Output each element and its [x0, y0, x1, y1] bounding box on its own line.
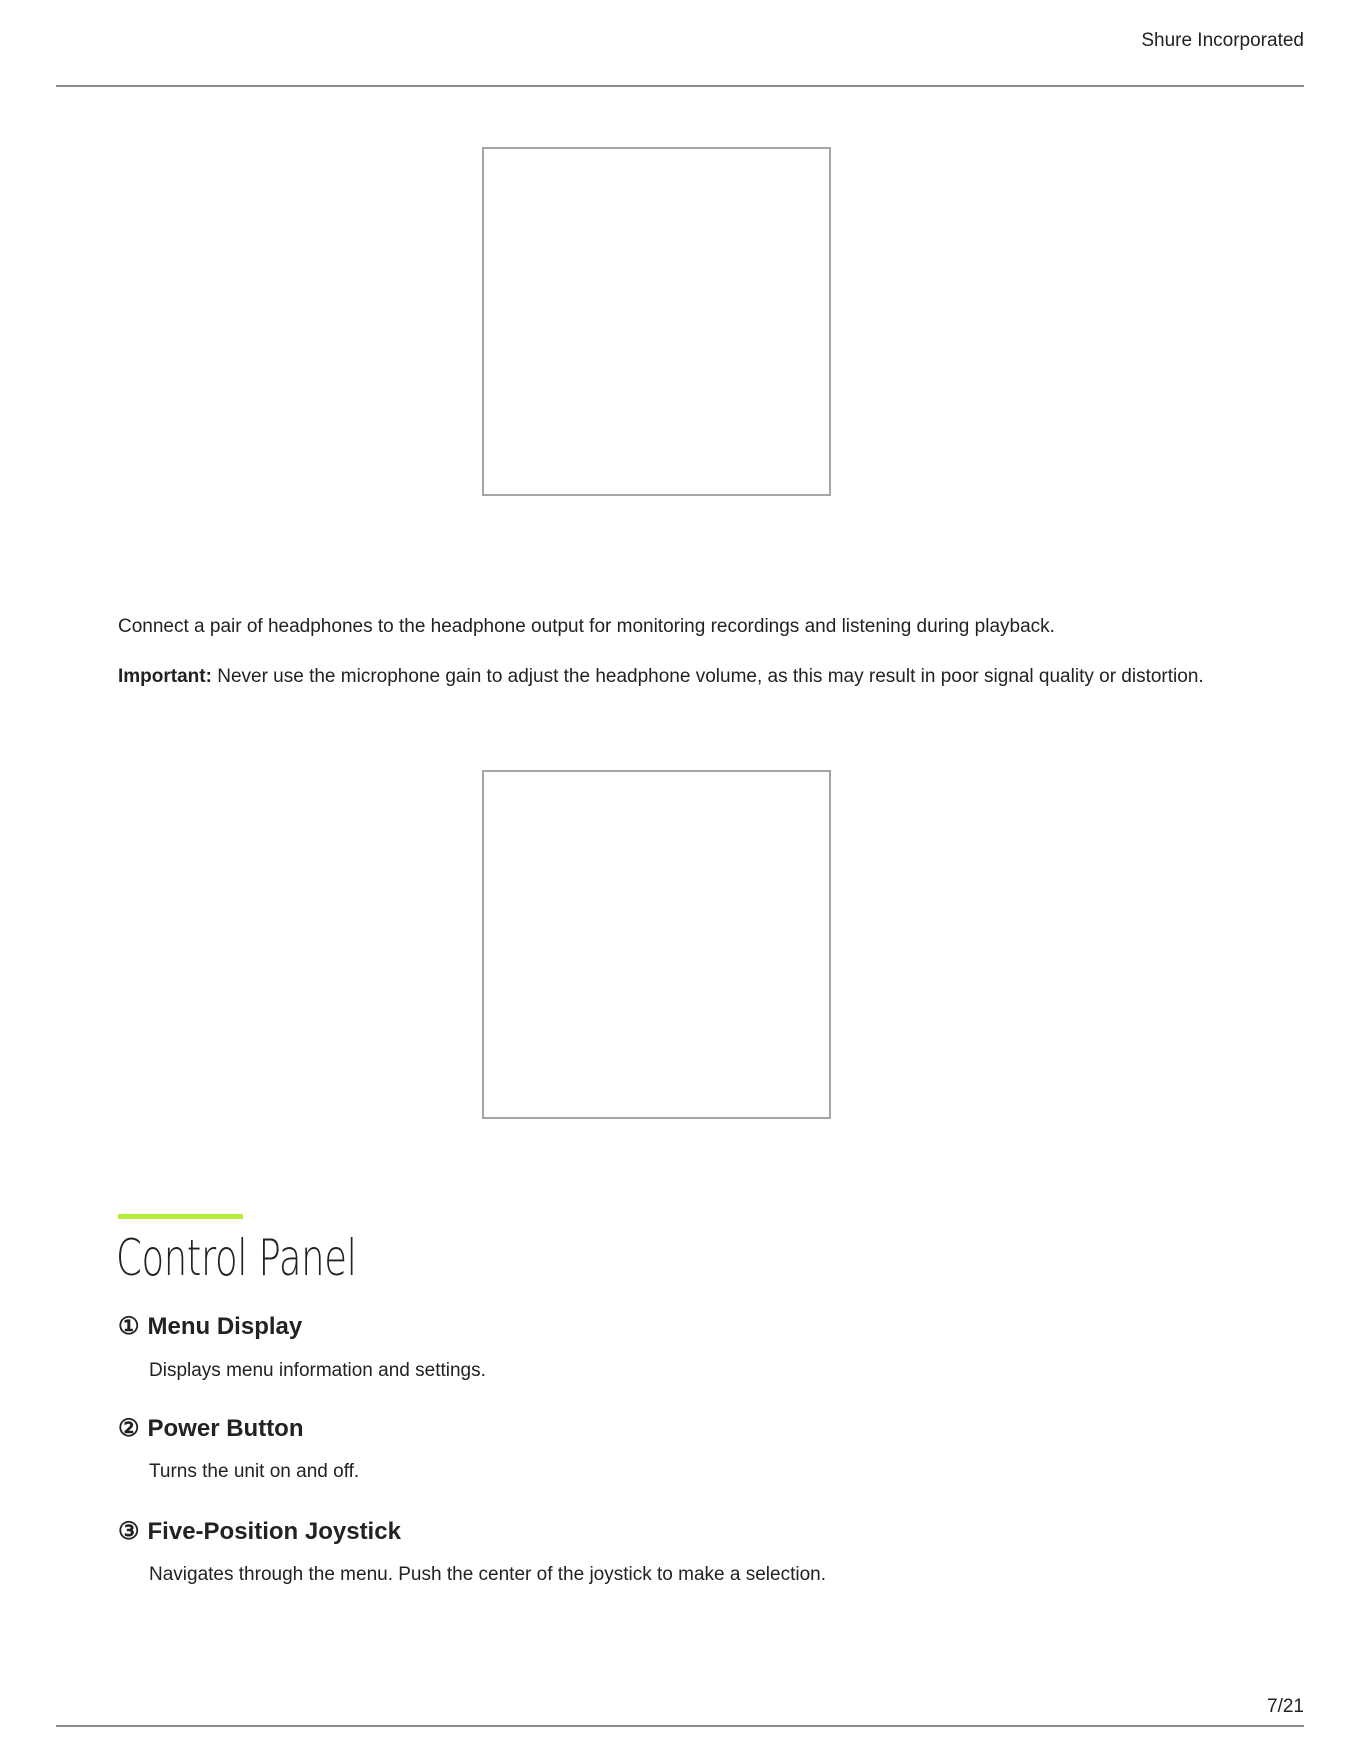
control-panel-figure: [482, 770, 831, 1119]
important-note: [118, 662, 1248, 692]
item-heading-label: Five-Position Joystick: [147, 1518, 401, 1545]
important-label: Important:: [118, 666, 212, 687]
circled-number-3-icon: ③: [118, 1518, 140, 1545]
item-heading-menu-display: [118, 1312, 302, 1342]
item-heading-label: Menu Display: [147, 1313, 303, 1340]
item-heading-label: Power Button: [147, 1415, 304, 1442]
circled-number-2-icon: ②: [118, 1415, 140, 1442]
item-description-menu-display: Displays menu information and settings.: [149, 1360, 486, 1381]
item-heading-power-button: [118, 1414, 304, 1444]
important-text: Never use the microphone gain to adjust the headphone volume, as this may result in poor signal quality or distortion.: [211, 666, 1204, 687]
footer-divider: [56, 1725, 1304, 1727]
item-description-joystick: Navigates through the menu. Push the center of the joystick to make a selection.: [149, 1564, 826, 1585]
header-company-name: Shure Incorporated: [1141, 30, 1304, 51]
section-accent-bar: [118, 1214, 243, 1219]
section-title: Control Panel: [116, 1229, 357, 1287]
item-description-power-button: Turns the unit on and off.: [149, 1461, 360, 1482]
header-divider: [56, 85, 1304, 87]
headphone-instructions: Connect a pair of headphones to the headphone output for monitoring recordings and listening during playback.: [118, 616, 1055, 637]
page-number: 7/21: [1267, 1696, 1304, 1717]
headphone-output-figure: [482, 147, 831, 496]
item-heading-joystick: [118, 1517, 401, 1547]
circled-number-1-icon: ①: [118, 1313, 140, 1340]
